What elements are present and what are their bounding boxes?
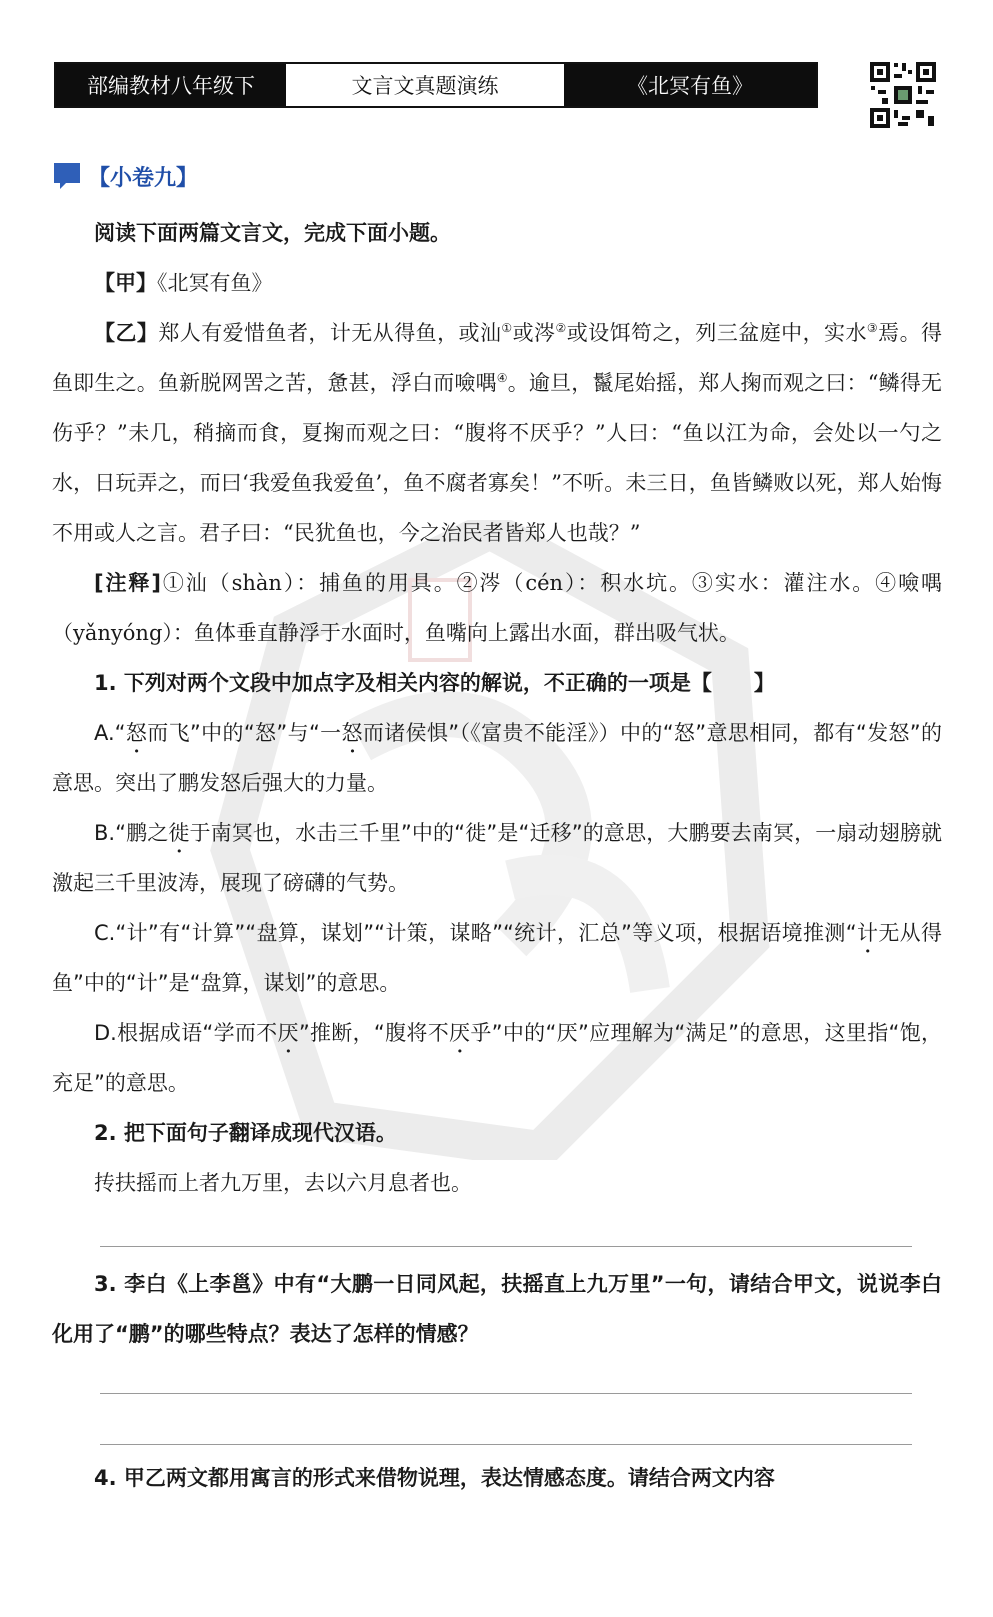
passage-yi [52, 308, 942, 558]
note-ref-4: ④ [496, 371, 508, 385]
header-lesson: 《北冥有鱼》 [564, 64, 816, 106]
yi-text-2: 或涔 [512, 321, 556, 345]
section-title-text: 【小卷九】 [88, 165, 199, 191]
question-4-stem: 4. 甲乙两文都用寓言的形式来借物说理，表达情感态度。请结合两文内容 [94, 1466, 775, 1490]
yi-text-4: 焉。得鱼即生之。鱼新脱网罟之苦，惫甚，浮白而噞喁 [52, 321, 943, 395]
dotted-char: 厌 [449, 1021, 471, 1045]
dotted-char: 怒 [341, 721, 363, 745]
notes-text: ①汕（shàn）：捕鱼的用具。②涔（cén）：积水坑。③实水：灌注水。④噞喁（yǎnyóng）：鱼体垂直静浮于水面时，鱼嘴向上露出水面，群出吸气状。 [52, 571, 943, 645]
qr-code-icon [868, 60, 938, 130]
note-ref-3: ③ [866, 321, 879, 335]
question-1-option-c: C.“计”有“计算”“盘算，谋划”“计策，谋略”“统计，汇总”等义项，根据语境推测“计无从得鱼”中的“计”是“盘算，谋划”的意思。 [52, 921, 943, 995]
yi-label: 【乙】 [94, 321, 159, 345]
intro-instruction: 阅读下面两篇文言文，完成下面小题。 [94, 221, 451, 245]
jia-title: 《北冥有鱼》 [157, 271, 273, 295]
dotted-char: 怒 [125, 721, 148, 745]
note-ref-1: ① [501, 321, 513, 335]
header-section: 文言文真题演练 [286, 64, 564, 106]
question-1-option-b: B.“鹏之徙于南冥也，水击三千里”中的“徙”是“迁移”的意思，大鹏要去南冥，一扇动翅膀就激起三千里波涛，展现了磅礴的气势。 [52, 821, 942, 895]
jia-label: 【甲】 [94, 271, 157, 295]
question-1-option-a: A.“怒而飞”中的“怒”与“一怒而诸侯惧”（《富贵不能淫》）中的“怒”意思相同，都有“发怒”的意思。突出了鹏发怒后强大的力量。 [52, 721, 942, 795]
dotted-char: 厌 [277, 1021, 299, 1045]
yi-text-3: 或设饵笱之，列三盆庭中，实水 [566, 321, 867, 345]
yi-text-1: 郑人有爱惜鱼者，计无从得鱼，或汕 [158, 321, 502, 345]
dotted-char: 计 [856, 921, 879, 945]
dotted-char: 徙 [168, 821, 190, 845]
question-2-sentence: 抟扶摇而上者九万里，去以六月息者也。 [94, 1171, 472, 1195]
question-3-stem: 3. 李白《上李邕》中有“大鹏一日同风起，扶摇直上九万里”一句，请结合甲文，说说李白化用了“鹏”的哪些特点？表达了怎样的情感？ [52, 1272, 942, 1346]
question-1-stem: 1. 下列对两个文段中加点字及相关内容的解说，不正确的一项是【 】 [94, 671, 775, 695]
header-grade: 部编教材八年级下 [56, 64, 286, 106]
bookmark-icon [52, 161, 84, 191]
yi-text-5: 。逾旦，鬣尾始摇，郑人掬而观之曰：“鳞得无伤乎？”未几，稍摘而食，夏掬而观之曰：“腹将不厌乎？”人曰：“鱼以江为命，会处以一勺之水，日玩弄之，而曰‘我爱鱼我爱鱼’，鱼不腐者寡矣！”不听。未三日，鱼皆鳞败以死，郑人始悔不用或人之言。君子曰：“民犹鱼也，今之治民者皆郑人也哉？” [52, 371, 942, 545]
question-1-option-d: D.根据成语“学而不厌”推断，“腹将不厌乎”中的“厌”应理解为“满足”的意思，这里指“饱，充足”的意思。 [52, 1021, 942, 1095]
passage-notes [52, 558, 942, 658]
note-ref-2: ② [555, 321, 567, 335]
page-header [54, 62, 818, 108]
exercise-content [52, 208, 942, 1503]
section-title [52, 156, 198, 196]
notes-label: [注释] [94, 571, 161, 595]
passage-jia [52, 258, 942, 308]
question-2-stem: 2. 把下面句子翻译成现代汉语。 [94, 1121, 397, 1145]
